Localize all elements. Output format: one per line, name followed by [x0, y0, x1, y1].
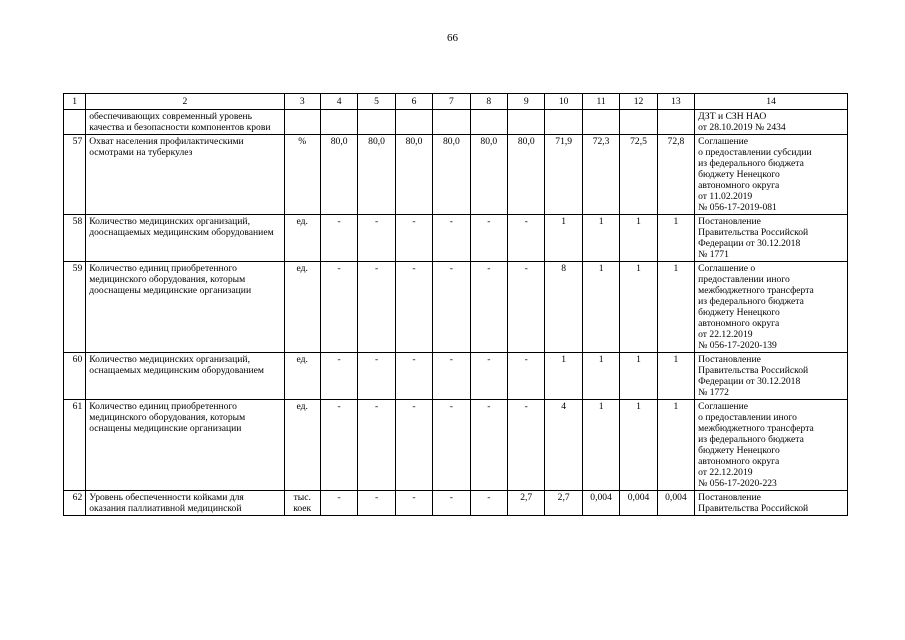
value-cell: 80,0	[470, 135, 507, 215]
header-cell: 4	[320, 94, 357, 110]
value-cell: -	[358, 353, 395, 400]
unit-cell: %	[284, 135, 320, 215]
value-cell: -	[395, 262, 432, 353]
value-cell: 2,7	[545, 491, 582, 516]
basis-document: Постановление Правительства Российской	[695, 491, 848, 516]
row-number: 57	[64, 135, 86, 215]
value-cell: 1	[582, 353, 619, 400]
value-cell	[358, 110, 395, 135]
value-cell: -	[358, 215, 395, 262]
row-number: 59	[64, 262, 86, 353]
header-cell: 2	[86, 94, 284, 110]
value-cell	[620, 110, 657, 135]
value-cell: 1	[657, 400, 694, 491]
value-cell: -	[470, 215, 507, 262]
value-cell: -	[395, 353, 432, 400]
value-cell: 71,9	[545, 135, 582, 215]
value-cell	[657, 110, 694, 135]
basis-document: Постановление Правительства Российской Федерации от 30.12.2018 № 1772	[695, 353, 848, 400]
value-cell	[582, 110, 619, 135]
table-row	[64, 353, 848, 400]
value-cell: 72,5	[620, 135, 657, 215]
value-cell: -	[320, 262, 357, 353]
value-cell: 1	[582, 215, 619, 262]
indicator-name: Количество медицинских организаций, дооснащаемых медицинским оборудованием	[86, 215, 284, 262]
value-cell: 1	[582, 262, 619, 353]
value-cell: -	[470, 262, 507, 353]
value-cell: 1	[657, 215, 694, 262]
indicator-name: Количество единиц приобретенного медицинского оборудования, которым дооснащены медицинские организации	[86, 262, 284, 353]
row-number	[64, 110, 86, 135]
value-cell	[320, 110, 357, 135]
value-cell: -	[358, 491, 395, 516]
value-cell	[508, 110, 545, 135]
value-cell: -	[433, 215, 470, 262]
unit-cell: ед.	[284, 353, 320, 400]
value-cell: 80,0	[358, 135, 395, 215]
value-cell	[395, 110, 432, 135]
header-cell: 6	[395, 94, 432, 110]
value-cell: -	[433, 491, 470, 516]
value-cell: -	[508, 400, 545, 491]
value-cell: 80,0	[320, 135, 357, 215]
basis-document: Соглашение о предоставлении иного межбюджетного трансферта из федерального бюджета бюджету Ненецкого автономного округа от 22.12.2019 № 056-17-2020-223	[695, 400, 848, 491]
value-cell: -	[358, 262, 395, 353]
value-cell: -	[470, 353, 507, 400]
value-cell: 1	[657, 353, 694, 400]
indicators-table	[63, 93, 848, 516]
value-cell: -	[433, 400, 470, 491]
value-cell: 1	[657, 262, 694, 353]
unit-cell: ед.	[284, 262, 320, 353]
value-cell: -	[395, 215, 432, 262]
value-cell: 0,004	[582, 491, 619, 516]
value-cell: 1	[545, 353, 582, 400]
header-cell: 9	[508, 94, 545, 110]
header-cell: 13	[657, 94, 694, 110]
header-cell: 1	[64, 94, 86, 110]
value-cell: 1	[620, 400, 657, 491]
value-cell	[545, 110, 582, 135]
unit-cell: ед.	[284, 215, 320, 262]
value-cell: 0,004	[657, 491, 694, 516]
table-row	[64, 400, 848, 491]
indicator-name: Охват населения профилактическими осмотрами на туберкулез	[86, 135, 284, 215]
value-cell: -	[508, 262, 545, 353]
value-cell: 80,0	[433, 135, 470, 215]
unit-cell: ед.	[284, 400, 320, 491]
value-cell: 4	[545, 400, 582, 491]
value-cell: 1	[582, 400, 619, 491]
indicator-name: Количество медицинских организаций, оснащаемых медицинским оборудованием	[86, 353, 284, 400]
value-cell: -	[433, 353, 470, 400]
value-cell	[433, 110, 470, 135]
value-cell: -	[395, 400, 432, 491]
value-cell: 1	[620, 262, 657, 353]
value-cell: -	[320, 400, 357, 491]
header-cell: 3	[284, 94, 320, 110]
value-cell: 0,004	[620, 491, 657, 516]
header-cell: 12	[620, 94, 657, 110]
header-cell: 5	[358, 94, 395, 110]
value-cell: -	[320, 353, 357, 400]
table-row	[64, 110, 848, 135]
page-number: 66	[447, 32, 458, 44]
value-cell: 80,0	[508, 135, 545, 215]
value-cell: 1	[545, 215, 582, 262]
value-cell: -	[320, 491, 357, 516]
basis-document: ДЗТ и СЗН НАО от 28.10.2019 № 2434	[695, 110, 848, 135]
value-cell: 2,7	[508, 491, 545, 516]
value-cell: 72,3	[582, 135, 619, 215]
header-cell: 14	[695, 94, 848, 110]
value-cell: -	[470, 491, 507, 516]
row-number: 58	[64, 215, 86, 262]
table-row	[64, 215, 848, 262]
row-number: 61	[64, 400, 86, 491]
value-cell: -	[395, 491, 432, 516]
value-cell	[470, 110, 507, 135]
header-cell: 10	[545, 94, 582, 110]
value-cell: -	[320, 215, 357, 262]
indicator-name: обеспечивающих современный уровень качества и безопасности компонентов крови	[86, 110, 284, 135]
value-cell: -	[470, 400, 507, 491]
value-cell: 1	[620, 353, 657, 400]
value-cell: -	[433, 262, 470, 353]
header-cell: 11	[582, 94, 619, 110]
value-cell: 1	[620, 215, 657, 262]
unit-cell	[284, 110, 320, 135]
unit-cell: тыс. коек	[284, 491, 320, 516]
header-cell: 7	[433, 94, 470, 110]
value-cell: 8	[545, 262, 582, 353]
table-row	[64, 262, 848, 353]
value-cell: -	[508, 353, 545, 400]
indicator-name: Уровень обеспеченности койками для оказания паллиативной медицинской	[86, 491, 284, 516]
table-row	[64, 135, 848, 215]
row-number: 62	[64, 491, 86, 516]
basis-document: Постановление Правительства Российской Федерации от 30.12.2018 № 1771	[695, 215, 848, 262]
value-cell: -	[358, 400, 395, 491]
value-cell: 80,0	[395, 135, 432, 215]
basis-document: Соглашение о предоставлении субсидии из федерального бюджета бюджету Ненецкого автономного округа от 11.02.2019 № 056-17-2019-081	[695, 135, 848, 215]
value-cell: -	[508, 215, 545, 262]
row-number: 60	[64, 353, 86, 400]
indicator-name: Количество единиц приобретенного медицинского оборудования, которым оснащены медицинские организации	[86, 400, 284, 491]
value-cell: 72,8	[657, 135, 694, 215]
header-cell: 8	[470, 94, 507, 110]
table-row	[64, 491, 848, 516]
basis-document: Соглашение о предоставлении иного межбюджетного трансферта из федерального бюджета бюджету Ненецкого автономного округа от 22.12.2019 № 056-17-2020-139	[695, 262, 848, 353]
header-row	[64, 94, 848, 110]
